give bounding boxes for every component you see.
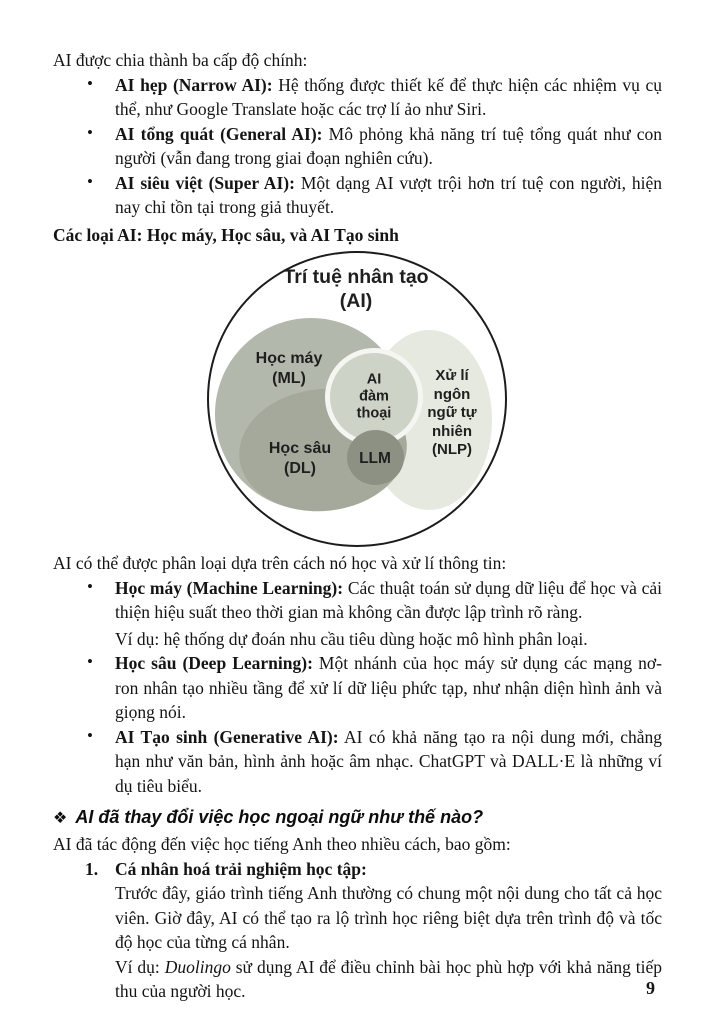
nlp-label: Xử lí ngôn ngữ tự nhiên (NLP) xyxy=(427,366,477,458)
item-paragraph: Trước đây, giáo trình tiếng Anh thường có chung một nội dung cho tất cả học viên. Giờ đây, AI có thể tạo ra lộ trình học riêng biệt dựa trên trình độ và tốc độ học của từng cá nhân. xyxy=(115,883,662,952)
numbered-item-1 xyxy=(53,857,662,1004)
term-text: Mô phỏng khả năng trí tuệ tổng quát như con người (vẫn đang trong giai đoạn nghiên cứu). xyxy=(115,123,663,168)
example-app-name: Duolingo xyxy=(164,956,231,977)
item-example xyxy=(115,955,662,1004)
intro-paragraph: AI được chia thành ba cấp độ chính: xyxy=(53,50,308,70)
term-text: Hệ thống được thiết kế để thực hiện các nhiệm vụ cụ thể, như Google Translate hoặc các trợ lí ảo như Siri. xyxy=(115,74,663,119)
classify-intro: AI có thể được phân loại dựa trên cách nó học và xử lí thông tin: xyxy=(53,553,507,573)
term-label: Học máy (Machine Learning): xyxy=(115,577,344,598)
term-label: AI Tạo sinh (Generative AI): xyxy=(115,726,339,747)
term-text: Một dạng AI vượt trội hơn trí tuệ con người, hiện nay chỉ tồn tại trong giả thuyết. xyxy=(115,172,663,217)
conversational-ai-label: AI đàm thoại xyxy=(356,371,392,422)
list-item xyxy=(53,171,662,220)
list-item xyxy=(53,576,662,652)
term-label: AI tổng quát (General AI): xyxy=(115,123,323,144)
term-text: Các thuật toán sử dụng dữ liệu để học và cải thiện hiệu suất theo thời gian mà không cần được lập trình rõ ràng. xyxy=(115,577,663,622)
llm-label: LLM xyxy=(359,450,391,467)
term-text: AI có khả năng tạo ra nội dung mới, chẳng hạn như văn bản, hình ảnh hoặc âm nhạc. ChatGPT và DALL·E là những ví dụ tiêu biểu. xyxy=(115,726,663,796)
ai-levels-list xyxy=(53,73,662,220)
bullet-icon: • xyxy=(87,725,93,745)
term-label: AI hẹp (Narrow AI): xyxy=(115,74,273,95)
term-label: AI siêu việt (Super AI): xyxy=(115,172,295,193)
bullet-icon: • xyxy=(87,652,93,671)
example-prefix: Ví dụ: xyxy=(115,956,160,977)
page-number: 9 xyxy=(646,978,655,998)
ai-classify-list xyxy=(53,576,662,799)
section-title: AI đã thay đổi việc học ngoại ngữ như thế nào? xyxy=(75,807,484,827)
list-item xyxy=(53,725,662,799)
venn-diagram xyxy=(0,249,713,549)
item-number: 1. xyxy=(85,858,99,879)
bullet-icon: • xyxy=(87,73,93,93)
list-item xyxy=(53,651,662,725)
example-text: Ví dụ: hệ thống dự đoán nhu cầu tiêu dùng hoặc mô hình phân loại. xyxy=(115,628,588,649)
list-item xyxy=(53,73,662,122)
diamond-bullet-icon: ❖ xyxy=(53,810,68,827)
example-rest: sử dụng AI để điều chỉnh bài học phù hợp với khả năng tiếp thu của người học. xyxy=(115,956,662,1001)
dl-label: Học sâu (DL) xyxy=(268,440,332,477)
list-item xyxy=(53,122,662,171)
section-intro: AI đã tác động đến việc học tiếng Anh theo nhiều cách, bao gồm: xyxy=(53,834,511,854)
diagram-title: Trí tuệ nhân tạo (AI) xyxy=(283,266,429,312)
ml-label: Học máy (ML) xyxy=(255,350,323,387)
bullet-icon: • xyxy=(87,171,93,191)
term-text: Một nhánh của học máy sử dụng các mạng nơ-ron nhân tạo nhiều tầng để xử lí dữ liệu phức tạp, như nhận diện hình ảnh và giọng nói. xyxy=(115,653,662,722)
types-heading: Các loại AI: Học máy, Học sâu, và AI Tạo sinh xyxy=(53,224,399,245)
item-title: Cá nhân hoá trải nghiệm học tập: xyxy=(115,858,367,879)
bullet-icon: • xyxy=(87,576,93,596)
term-label: Học sâu (Deep Learning): xyxy=(115,653,313,673)
bullet-icon: • xyxy=(87,122,93,142)
section-heading xyxy=(53,804,662,832)
